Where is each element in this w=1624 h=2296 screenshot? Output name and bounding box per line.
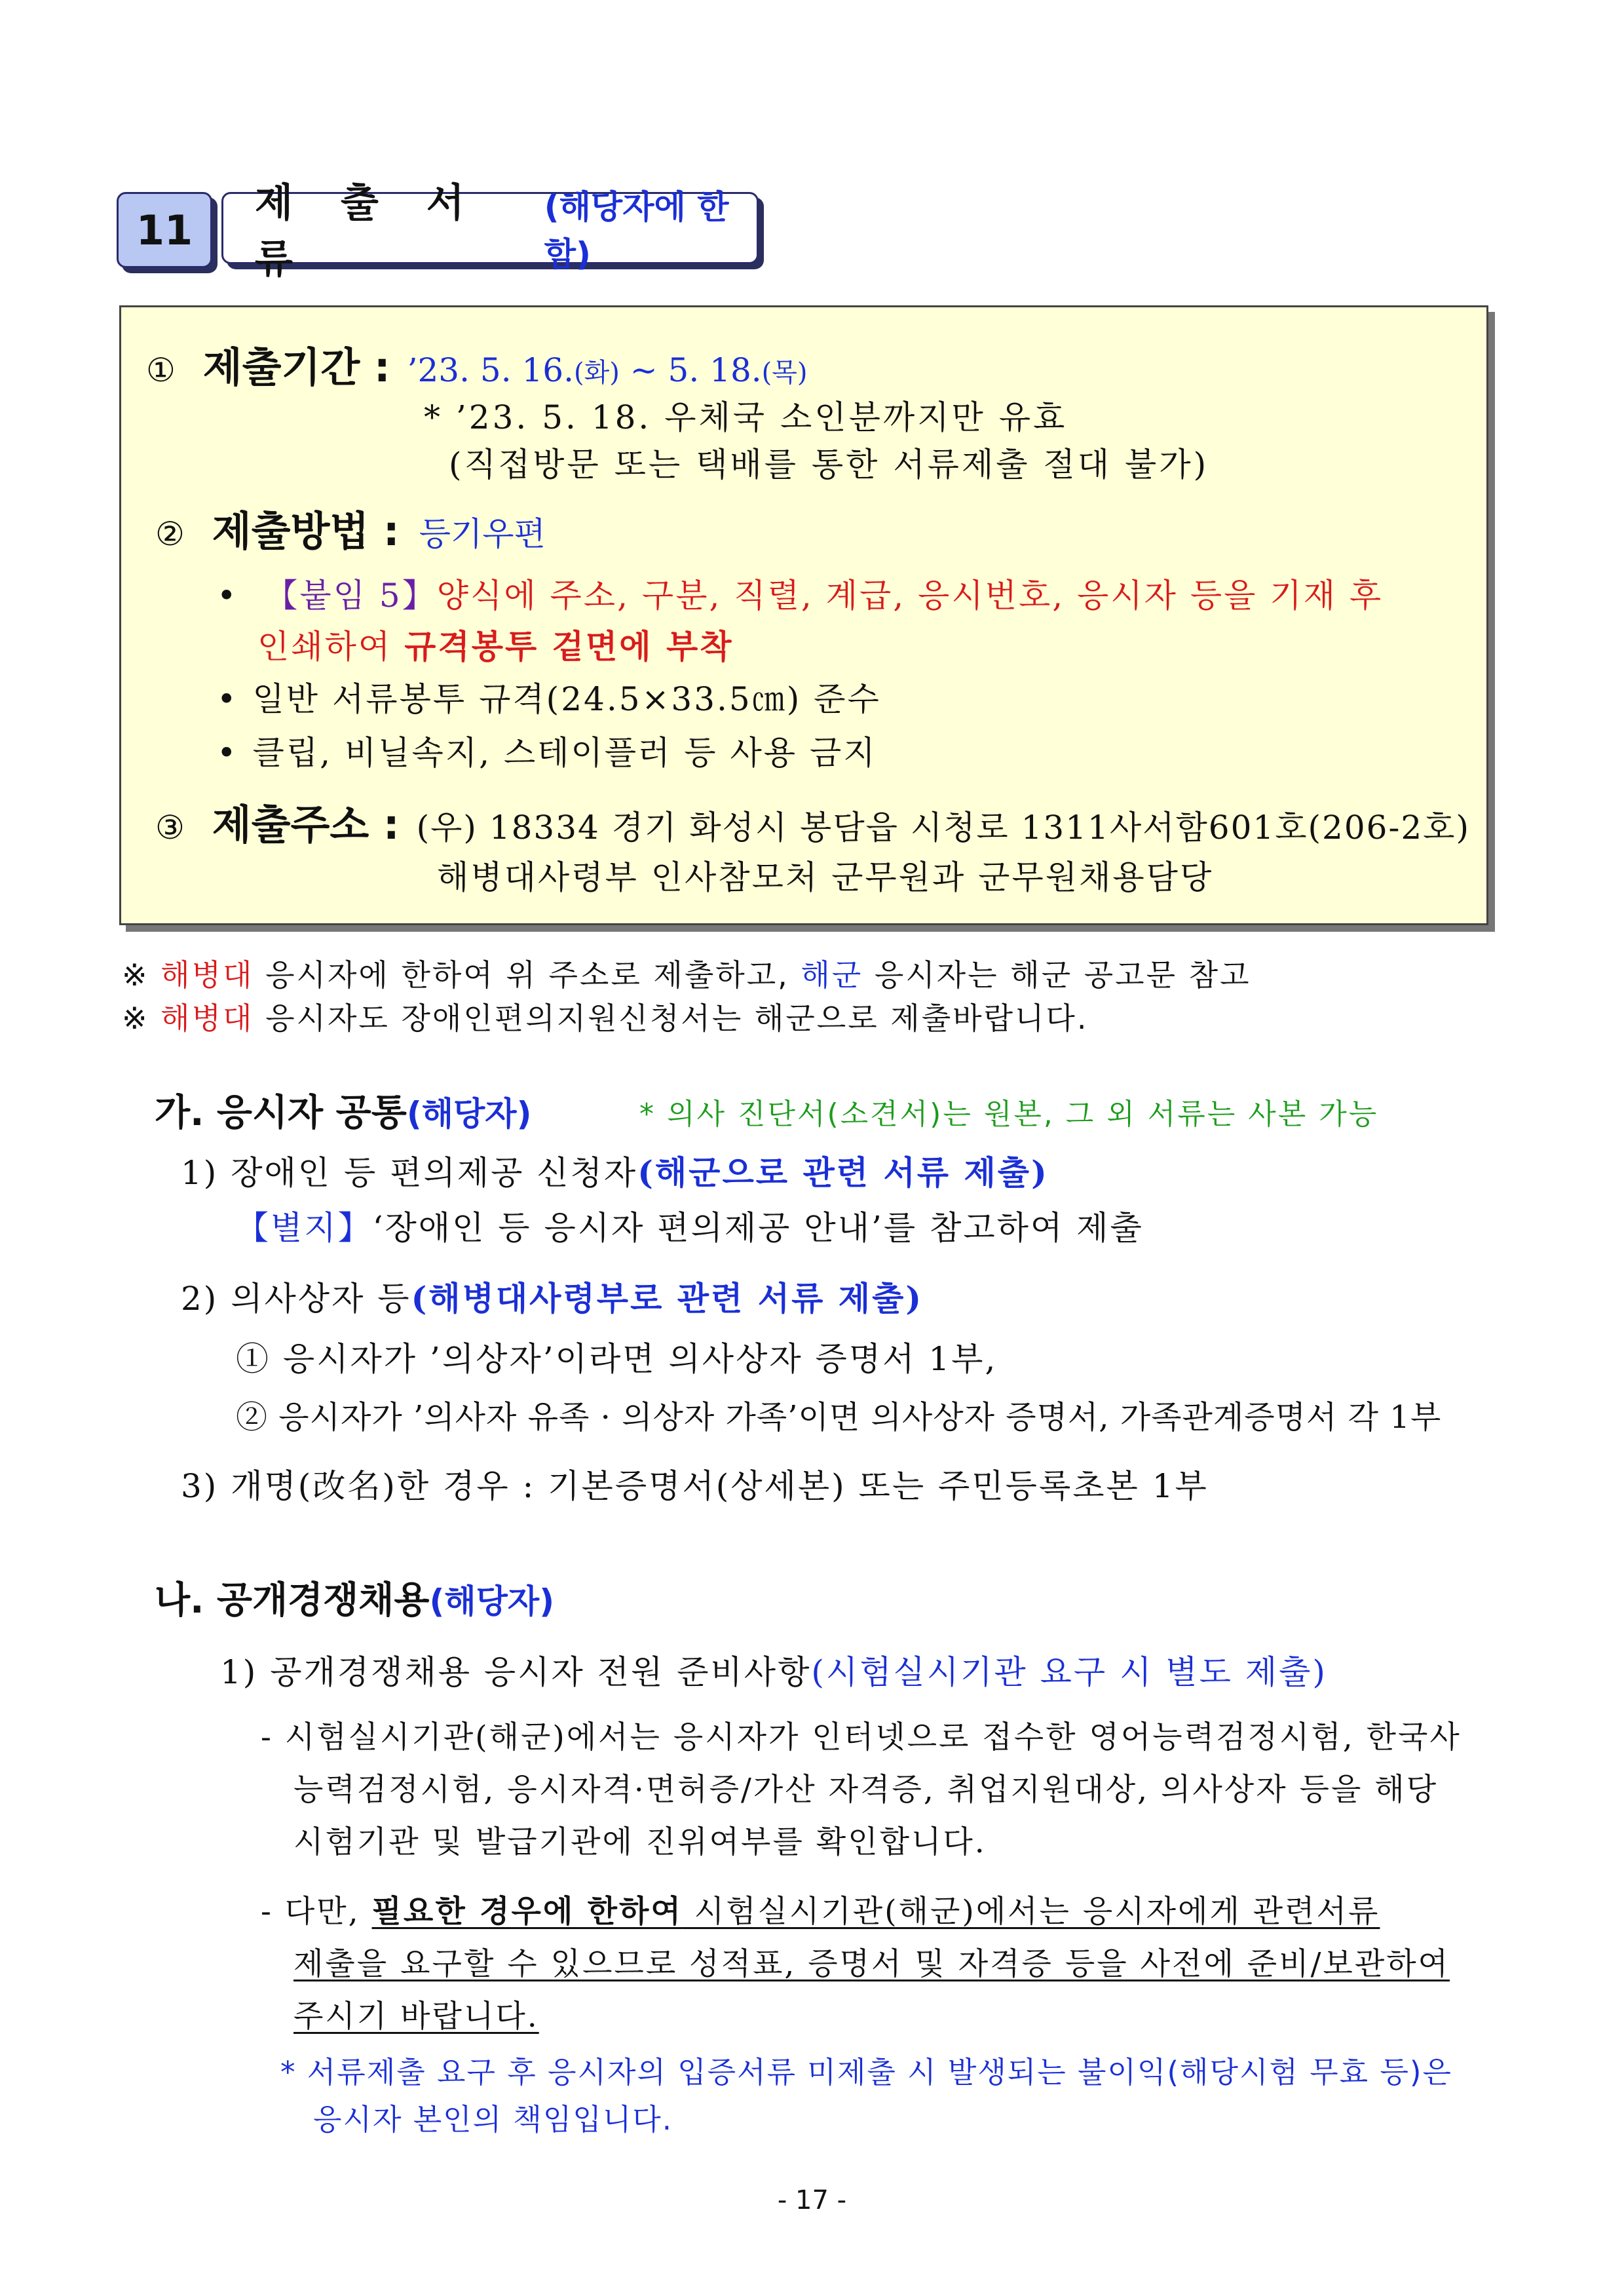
section-b-para-1-line-2: 능력검정시험, 응시자격·면허증/가산 자격증, 취업지원대상, 의사상자 등을 해당 [293, 1772, 1439, 1808]
period-start: ’23. 5. 16. [407, 351, 575, 389]
note-1-navy: 해군 [801, 957, 863, 993]
marker-3: ③ [155, 809, 185, 847]
period-label: 제출기간 : [202, 343, 390, 391]
attachment-tag: 【붙임 5】 [265, 577, 437, 615]
address-line-2: 해병대사령부 인사참모처 군무원과 군무원채용담당 [437, 858, 1214, 896]
page-number: - 17 - [777, 2185, 847, 2215]
period-note-2: (직접방문 또는 택배를 통한 서류제출 절대 불가) [449, 446, 1209, 484]
section-b-item-1-sub: (시험실시기관 요구 시 별도 제출) [811, 1653, 1327, 1691]
section-b-para-1-line-3: 시험기관 및 발급기관에 진위여부를 확인합니다. [293, 1824, 987, 1860]
section-b-title: 나. 공개경쟁채용 [155, 1579, 430, 1622]
address-row [155, 792, 1470, 851]
section-title: 제 출 서 류 [255, 180, 482, 282]
period-note-1: * ’23. 5. 18. 우체국 소인분까지만 유효 [424, 398, 1068, 436]
method-label: 제출방법 : [212, 507, 400, 555]
note-2 [122, 995, 1089, 1038]
note-1-mark: ※ [122, 957, 161, 993]
method-bullet-2-text: 일반 서류봉투 규격(24.5×33.5㎝) 준수 [252, 680, 881, 718]
section-b-para-2-c: 시험실시기관(해군)에서는 응시자에게 관련서류 [682, 1894, 1380, 1930]
period-row [146, 335, 808, 393]
method-bullet-1-text: 양식에 주소, 구분, 직렬, 계급, 응시번호, 응시자 등을 기재 후 [436, 577, 1384, 615]
section-a-item-2 [181, 1272, 923, 1320]
period-end: ~ 5. 18. [619, 351, 762, 389]
method-bullet-1 [217, 569, 1383, 617]
address-line-1: (우) 18334 경기 화성시 봉담읍 시청로 1311사서함601호(206-2호) [416, 809, 1470, 847]
note-2-marine: 해병대 [161, 1001, 254, 1036]
note-2-text: 응시자도 장애인편의지원신청서는 해군으로 제출바랍니다. [254, 1001, 1089, 1036]
marker-2: ② [155, 515, 185, 553]
section-b-para-3-line-2: 응시자 본인의 책임입니다. [313, 2102, 673, 2137]
method-bullet-1-cont-b: 규격봉투 겉면에 부착 [404, 627, 734, 666]
method-bullet-3 [217, 727, 877, 774]
section-b-item-1-text: 1) 공개경쟁채용 응시자 전원 준비사항 [220, 1653, 812, 1691]
section-a-item-1-note-text: ‘장애인 등 응시자 편의제공 안내’를 참고하여 제출 [372, 1209, 1144, 1247]
period-start-day: (화) [574, 358, 620, 388]
section-a-heading [155, 1084, 531, 1136]
method-value: 등기우편 [419, 515, 546, 553]
section-b-para-2-emphasis: 필요한 경우에 한하여 [371, 1894, 683, 1930]
section-b-para-2-line-2: 제출을 요구할 수 있으므로 성적표, 증명서 및 자격증 등을 사전에 준비/보관하여 [293, 1946, 1450, 1982]
section-b-para-1-line-1: - 시험실시기관(해군)에서는 응시자가 인터넷으로 접수한 영어능력검정시험, 한국사 [261, 1719, 1462, 1755]
section-a-item-2-case-1: ① 응시자가 ’의상자’이라면 의사상자 증명서 1부, [236, 1340, 998, 1378]
section-a-item-2-text: 2) 의사상자 등 [181, 1280, 411, 1318]
section-b-para-2-line-1 [261, 1887, 1380, 1931]
note-1-text-a: 응시자에 한하여 위 주소로 제출하고, [254, 957, 801, 993]
method-bullet-1-cont [257, 621, 734, 668]
note-2-mark: ※ [122, 1001, 161, 1036]
section-a-item-1-note [236, 1202, 1144, 1249]
section-a-item-1-sub: (해군으로 관련 서류 제출) [637, 1153, 1049, 1192]
marker-1: ① [146, 351, 176, 389]
section-a-item-3: 3) 개명(改名)한 경우 : 기본증명서(상세본) 또는 주민등록초본 1부 [181, 1467, 1209, 1505]
method-bullet-2 [217, 673, 881, 720]
section-a-item-1-text: 1) 장애인 등 편의제공 신청자 [181, 1154, 638, 1192]
section-a-item-2-sub: (해병대사령부로 관련 서류 제출) [411, 1279, 924, 1318]
section-title-sub: (해당자에 한함) [544, 188, 729, 273]
section-a-item-2-case-2: ② 응시자가 ’의사자 유족 · 의상자 가족’이면 의사상자 증명서, 가족관계증명서 각 1부 [236, 1399, 1442, 1436]
section-a-title-sub: (해당자) [406, 1095, 532, 1133]
period-end-day: (목) [761, 358, 808, 388]
submission-info-box [119, 305, 1488, 925]
section-a-aside: * 의사 진단서(소견서)는 원본, 그 외 서류는 사본 가능 [639, 1098, 1379, 1131]
note-1-marine: 해병대 [161, 957, 254, 993]
section-a-item-1 [181, 1147, 1049, 1194]
section-b-heading [155, 1571, 554, 1624]
method-row [155, 499, 546, 557]
appendix-tag: 【별지】 [236, 1209, 373, 1247]
address-label: 제출주소 : [212, 801, 400, 849]
section-b-para-3-line-1: * 서류제출 요구 후 응시자의 입증서류 미제출 시 발생되는 불이익(해당시험 무효 등)은 [280, 2055, 1452, 2090]
section-b-para-2-line-3: 주시기 바랍니다. [293, 1999, 539, 2035]
section-b-para-2-a: - 다만, [261, 1894, 372, 1930]
section-title-box [221, 180, 759, 282]
method-bullet-3-text: 클립, 비닐속지, 스테이플러 등 사용 금지 [252, 734, 877, 772]
note-1-text-b: 응시자는 해군 공고문 참고 [863, 957, 1251, 993]
section-a-title: 가. 응시자 공통 [155, 1092, 407, 1134]
section-number-badge: 11 [117, 192, 212, 268]
section-b-title-sub: (해당자) [429, 1582, 555, 1620]
note-1 [122, 951, 1251, 995]
section-b-item-1 [220, 1646, 1327, 1693]
method-bullet-1-cont-a: 인쇄하여 [257, 628, 405, 666]
